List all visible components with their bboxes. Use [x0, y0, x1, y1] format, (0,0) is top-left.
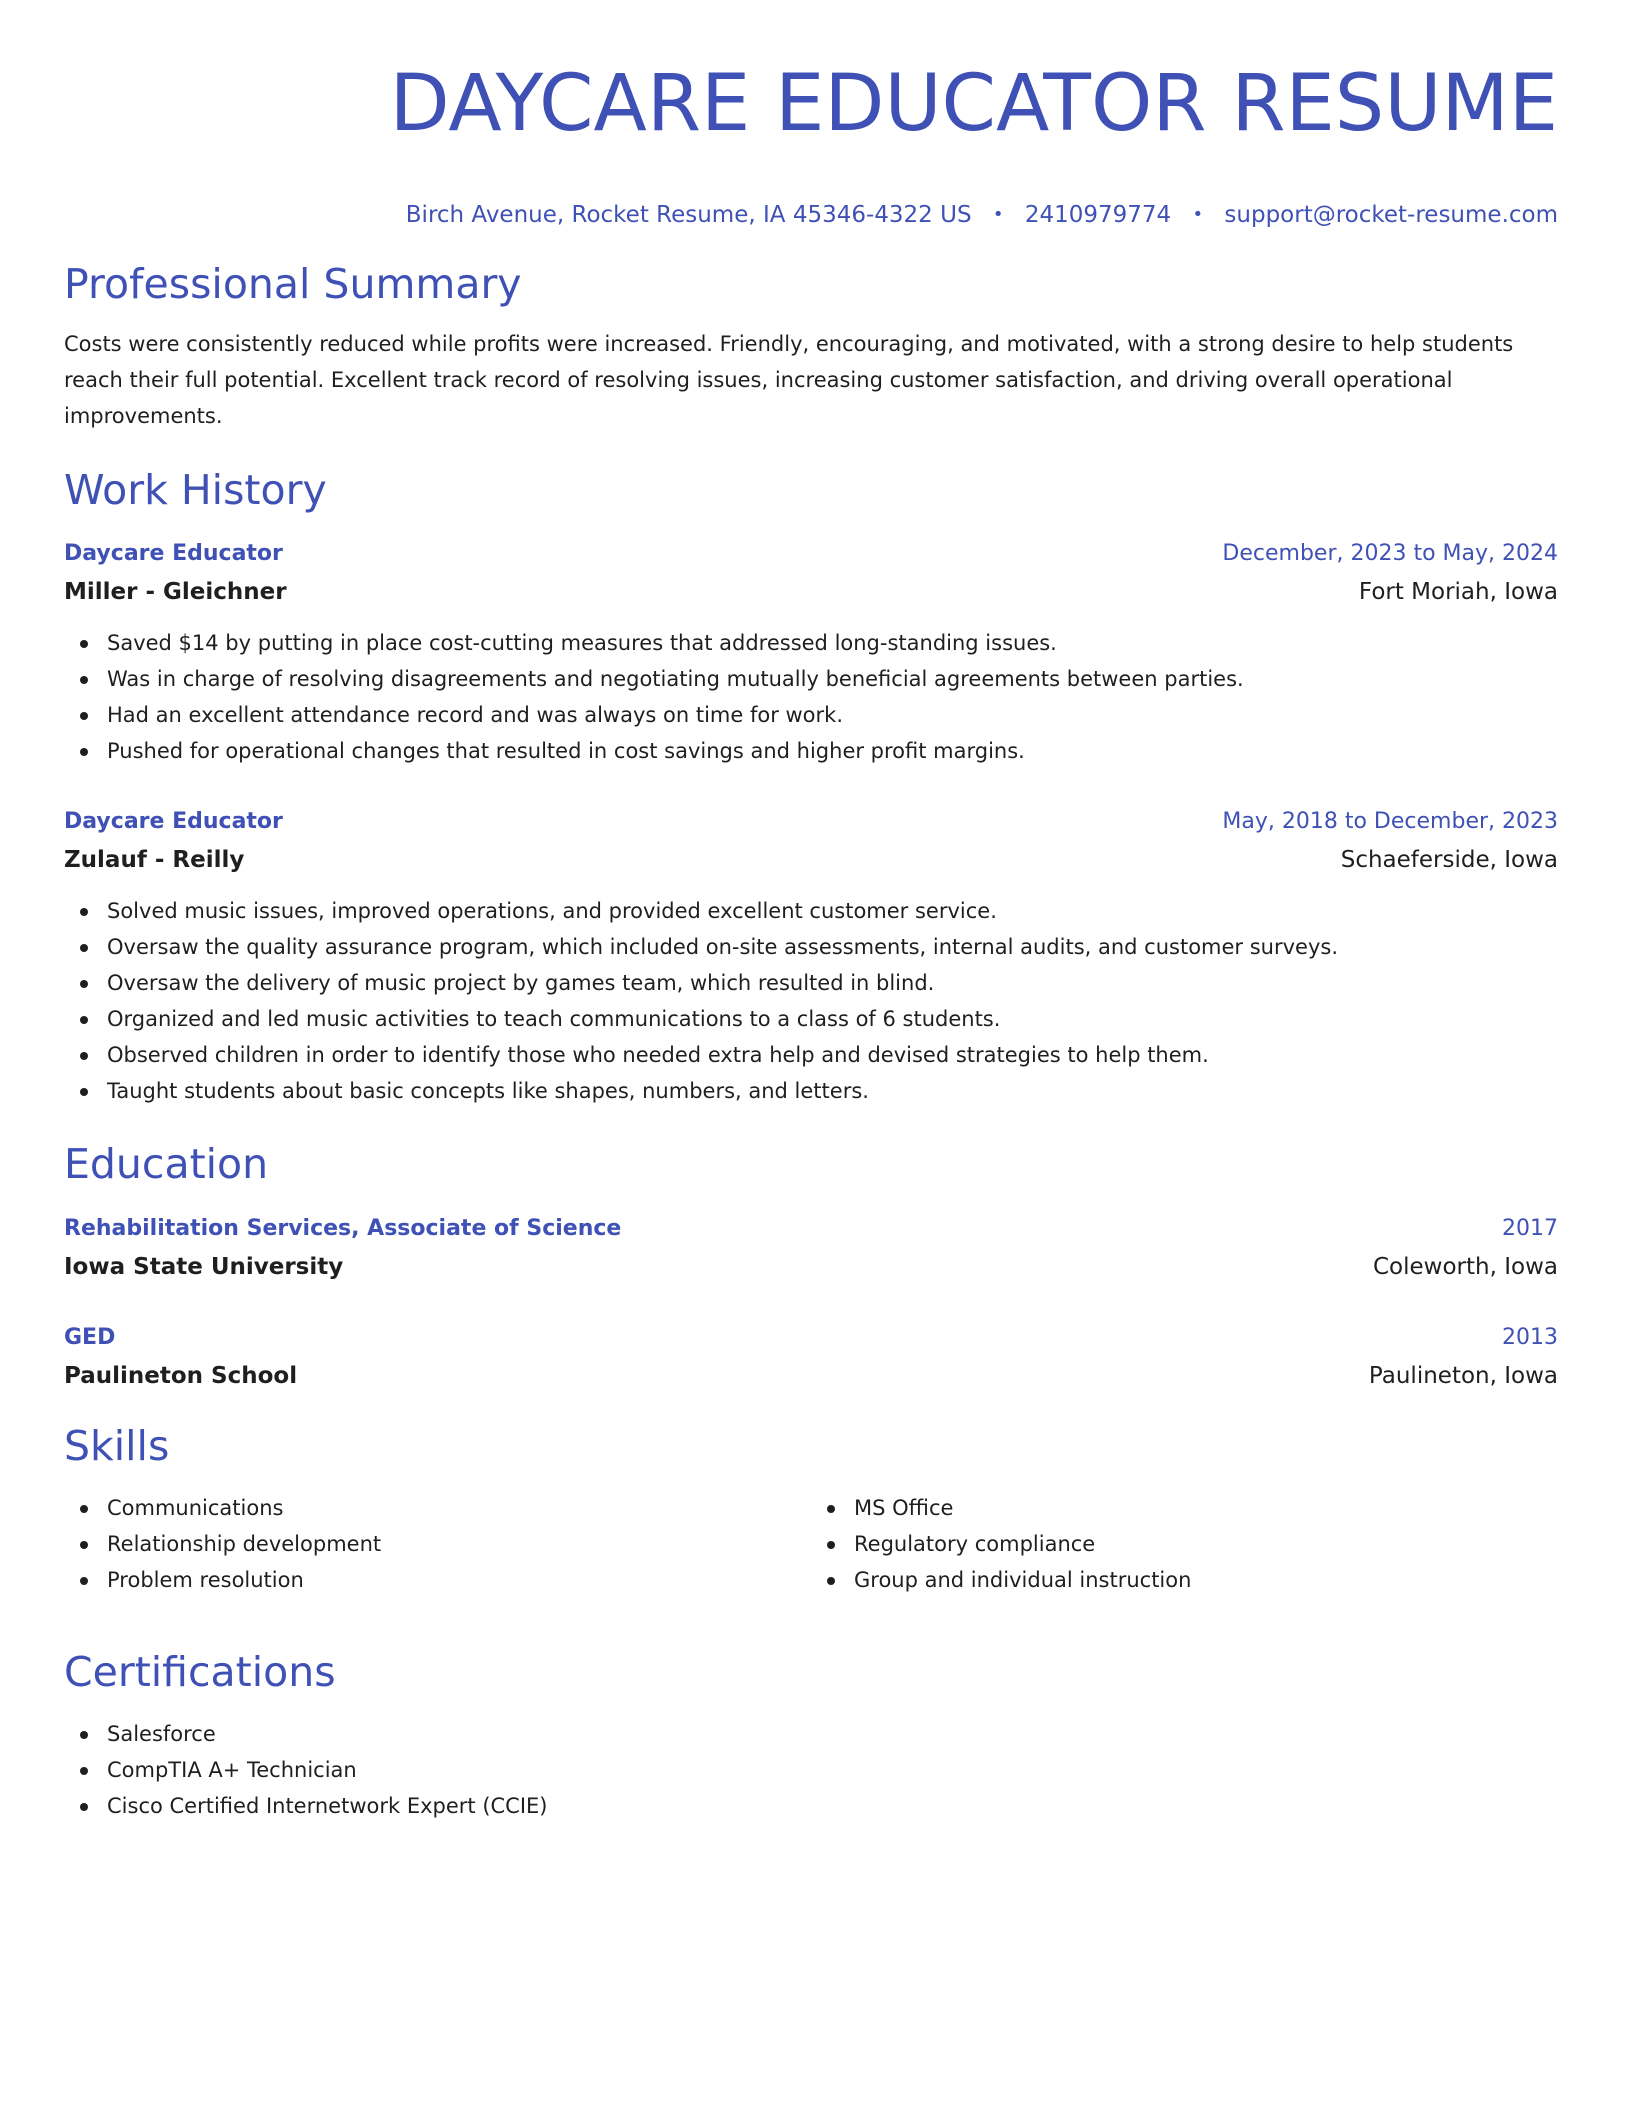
job-company-row: [64, 577, 1558, 607]
job-bullets: [64, 893, 1558, 1109]
job-dates: May, 2018 to December, 2023: [1222, 809, 1558, 834]
summary-section: [64, 258, 1558, 434]
work-heading: Work History: [64, 466, 327, 514]
phone: 2410979774: [1024, 202, 1172, 228]
education-year: 2017: [1502, 1216, 1558, 1241]
skills-left-list: [64, 1490, 811, 1598]
school: Iowa State University: [64, 1254, 344, 1280]
education-school-row: [64, 1361, 1558, 1391]
list-item: Had an excellent attendance record and was always on time for work.: [107, 697, 1558, 733]
list-item: Saved $14 by putting in place cost-cutting measures that addressed long-standing issues.: [107, 625, 1558, 661]
job-title: Daycare Educator: [64, 541, 283, 566]
education-header-row: [64, 1214, 1558, 1244]
job-company: Miller - Gleichner: [64, 579, 287, 605]
job-header-row: [64, 539, 1558, 569]
education-school-row: [64, 1252, 1558, 1282]
certifications-heading: Certifications: [64, 1648, 336, 1696]
certifications-list: [64, 1716, 1558, 1824]
list-item: Cisco Certified Internetwork Expert (CCIE): [107, 1788, 1558, 1824]
list-item: Group and individual instruction: [854, 1562, 1558, 1598]
education-entry: [64, 1323, 1558, 1391]
list-item: Observed children in order to identify those who needed extra help and devised strategies to help them.: [107, 1037, 1558, 1073]
list-item: MS Office: [854, 1490, 1558, 1526]
job-entry: [64, 539, 1558, 769]
list-item: CompTIA A+ Technician: [107, 1752, 1558, 1788]
list-item: Regulatory compliance: [854, 1526, 1558, 1562]
skills-section: [64, 1420, 1558, 1598]
certifications-section: [64, 1646, 1558, 1824]
skills-right-list: [811, 1490, 1558, 1598]
school-location: Coleworth, Iowa: [1373, 1254, 1558, 1280]
job-location: Fort Moriah, Iowa: [1358, 579, 1558, 605]
email: support@rocket-resume.com: [1224, 202, 1558, 228]
resume-title: DAYCARE EDUCATOR RESUME: [389, 59, 1558, 149]
work-section: [64, 464, 1558, 516]
list-item: Taught students about basic concepts like shapes, numbers, and letters.: [107, 1073, 1558, 1109]
summary-text: Costs were consistently reduced while profits were increased. Friendly, encouraging, and motivated, with a strong desire to help students reach their full potential. Excellent track record of resolving issues, increasing customer satisfaction, and driving overall operational improvements.: [64, 332, 1514, 428]
list-item: Was in charge of resolving disagreements and negotiating mutually beneficial agreements between parties.: [107, 661, 1558, 697]
address: Birch Avenue, Rocket Resume, IA 45346-4322 US: [405, 202, 972, 228]
contact-line: [64, 200, 1558, 230]
list-item: Oversaw the quality assurance program, which included on-site assessments, internal audits, and customer surveys.: [107, 929, 1558, 965]
degree: GED: [64, 1325, 116, 1350]
job-dates: December, 2023 to May, 2024: [1222, 541, 1558, 566]
list-item: Problem resolution: [107, 1562, 811, 1598]
education-header-row: [64, 1323, 1558, 1353]
list-item: Salesforce: [107, 1716, 1558, 1752]
school-location: Paulineton, Iowa: [1368, 1363, 1558, 1389]
education-section: [64, 1138, 1558, 1190]
job-company: Zulauf - Reilly: [64, 847, 245, 873]
summary-heading: Professional Summary: [64, 260, 522, 308]
list-item: Organized and led music activities to teach communications to a class of 6 students.: [107, 1001, 1558, 1037]
job-title: Daycare Educator: [64, 809, 283, 834]
separator-dot: •: [992, 204, 1004, 225]
degree: Rehabilitation Services, Associate of Science: [64, 1216, 622, 1241]
list-item: Pushed for operational changes that resulted in cost savings and higher profit margins.: [107, 733, 1558, 769]
list-item: Solved music issues, improved operations, and provided excellent customer service.: [107, 893, 1558, 929]
education-heading: Education: [64, 1140, 269, 1188]
skills-heading: Skills: [64, 1422, 170, 1470]
list-item: Communications: [107, 1490, 811, 1526]
list-item: Relationship development: [107, 1526, 811, 1562]
job-location: Schaeferside, Iowa: [1340, 847, 1558, 873]
separator-dot: •: [1192, 204, 1204, 225]
skills-grid: [64, 1490, 1558, 1598]
list-item: Oversaw the delivery of music project by games team, which resulted in blind.: [107, 965, 1558, 1001]
job-header-row: [64, 807, 1558, 837]
education-year: 2013: [1502, 1325, 1558, 1350]
job-bullets: [64, 625, 1558, 769]
job-company-row: [64, 845, 1558, 875]
school: Paulineton School: [64, 1363, 298, 1389]
job-entry: [64, 807, 1558, 1109]
education-entry: [64, 1214, 1558, 1282]
